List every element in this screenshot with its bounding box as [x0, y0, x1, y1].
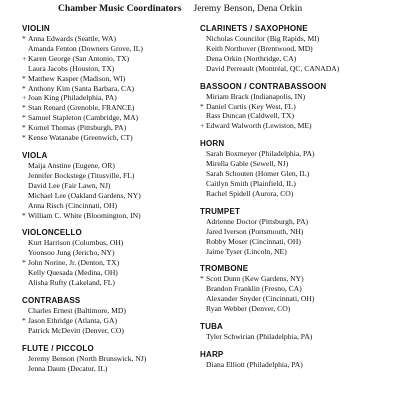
roster-entry [200, 360, 390, 370]
entry-mark: * [22, 103, 26, 113]
entry-name: William C. White (Bloomington, IN) [28, 210, 141, 220]
entry-name: Anna Risch (Cincinnati, OH) [28, 200, 118, 210]
roster-entry [22, 326, 197, 336]
entry-name: Scott Dunn (Kew Gardens, NY) [206, 274, 304, 284]
entry-mark: * [22, 210, 26, 220]
section-title: FLUTE / PICCOLO [22, 343, 94, 353]
roster-entry [200, 179, 390, 189]
roster-entry [200, 332, 390, 342]
section-title: VIOLA [22, 150, 48, 160]
entry-mark: * [22, 113, 26, 123]
roster-entry [200, 92, 390, 102]
entry-mark: * [200, 101, 204, 111]
entry-name: Brandon Franklin (Fresno, CA) [206, 284, 302, 294]
roster-entry [22, 248, 197, 258]
entry-name: Michael Lee (Oakland Gardens, NY) [28, 190, 141, 200]
roster-entry [22, 34, 197, 44]
roster-entry [200, 159, 390, 169]
roster-entry [200, 111, 390, 121]
entry-name: Patrick McDevitt (Denver, CO) [28, 325, 124, 335]
roster-entry [200, 274, 390, 284]
entry-name: David Perreault (Montréal, QC, CANADA) [206, 63, 340, 73]
section-clarinets-saxophone [200, 24, 390, 74]
entry-name: Laura Jacobs (Houston, TX) [28, 63, 115, 73]
section-title: CONTRABASS [22, 295, 81, 305]
roster-entry [200, 304, 390, 314]
entry-name: Jaime Tyser (Lincoln, NE) [206, 246, 287, 256]
entry-name: Jeremy Benson (North Brunswick, NJ) [28, 353, 147, 363]
roster-entry [22, 354, 197, 364]
roster-entry [200, 64, 390, 74]
entry-mark: * [22, 83, 26, 93]
entry-name: Amanda Fenton (Downers Grove, IL) [28, 43, 143, 53]
section-title: TUBA [200, 322, 224, 332]
entry-name: Jared Iverson (Portsmouth, NH) [206, 226, 304, 236]
entry-name: Kenso Watanabe (Greenwich, CT) [28, 133, 133, 143]
roster-entry [22, 364, 197, 374]
entry-name: Adrienne Doctor (Pittsburgh, PA) [206, 216, 309, 226]
roster-entry [200, 121, 390, 131]
entry-mark: * [200, 274, 204, 284]
roster-entry [22, 93, 197, 103]
entry-name: Diana Elliott (Philadelphia, PA) [206, 359, 303, 369]
entry-name: Mirella Gable (Sewell, NJ) [206, 159, 289, 169]
entry-mark: * [22, 315, 26, 325]
entry-name: Edward Walworth (Lewiston, ME) [206, 121, 312, 131]
entry-name: Samuel Stapleton (Cambridge, MA) [28, 113, 139, 123]
entry-name: David Lee (Fair Lawn, NJ) [28, 180, 111, 190]
section-title: VIOLIN [22, 24, 50, 33]
section-bassoon-contrabassoon [200, 82, 390, 132]
roster-entry [200, 227, 390, 237]
entry-name: Kurt Harrison (Columbus, OH) [28, 238, 124, 248]
roster-entry [200, 54, 390, 64]
entry-name: Ryan Webber (Denver, CO) [206, 304, 291, 314]
roster-entry [22, 278, 197, 288]
entry-name: Robby Moser (Cincinnati, OH) [206, 236, 301, 246]
page-header [58, 0, 390, 18]
roster-entry [200, 44, 390, 54]
roster-entry [200, 284, 390, 294]
header-title: Chamber Music Coordinators [58, 3, 182, 15]
entry-mark: * [22, 34, 26, 43]
roster-entry [200, 189, 390, 199]
roster-entry [22, 103, 197, 113]
entry-name: Nicholas Councilor (Big Rapids, MI) [206, 34, 320, 43]
entry-name: Jason Ethridge (Atlanta, GA) [28, 315, 117, 325]
entry-name: Charles Ernest (Baltimore, MD) [28, 305, 126, 315]
section-trumpet [200, 207, 390, 257]
entry-name: Stan Renard (Grenoble, FRANCE) [28, 103, 135, 113]
entry-name: Jennifer Bockstege (Titusville, FL) [28, 170, 135, 180]
roster-entry [22, 74, 197, 84]
entry-name: Dena Orkin (Northridge, CA) [206, 53, 297, 63]
section-title: TRUMPET [200, 206, 241, 216]
entry-name: Anthony Kim (Santa Barbara, CA) [28, 83, 135, 93]
roster-entry [200, 34, 390, 44]
roster-entry [22, 171, 197, 181]
entry-name: Yoonsoo Jung (Jericho, NY) [28, 248, 115, 258]
section-title: HORN [200, 139, 225, 149]
section-harp [200, 350, 390, 370]
roster-entry [22, 54, 197, 64]
entry-mark: + [22, 53, 27, 63]
entry-name: Maija Anstine (Eugene, OR) [28, 160, 115, 170]
entry-name: Karen George (San Antonio, TX) [28, 53, 130, 63]
section-violin [22, 24, 197, 143]
section-title: CLARINETS / SAXOPHONE [200, 24, 308, 33]
roster-entry [200, 102, 390, 112]
entry-name: Matthew Kasper (Madison, WI) [28, 73, 126, 83]
roster-entry [200, 247, 390, 257]
roster-entry [22, 181, 197, 191]
section-viola [22, 151, 197, 220]
entry-name: Kelly Quesada (Medina, OH) [28, 268, 118, 278]
entry-name: Rachel Spidell (Aurora, CO) [206, 188, 294, 198]
roster-entry [22, 64, 197, 74]
roster-entry [22, 211, 197, 221]
entry-name: Miriam Brack (Indianapolis, IN) [206, 91, 306, 101]
entry-name: Jenna Daum (Decatur, IL) [28, 363, 108, 373]
roster-entry [22, 123, 197, 133]
roster-entry [22, 133, 197, 143]
entry-mark: + [200, 121, 205, 131]
roster-entry [200, 169, 390, 179]
entry-mark: * [22, 73, 26, 83]
entry-name: Keith Northover (Brentwood, MD) [206, 43, 313, 53]
roster-entry [22, 84, 197, 94]
section-trombone [200, 264, 390, 314]
section-title: HARP [200, 349, 224, 359]
section-horn [200, 139, 390, 199]
entry-name: John Norine, Jr. (Denton, TX) [28, 258, 120, 268]
right-column [200, 24, 390, 378]
header-coordinators: Jeremy Benson, Dena Orkin [193, 3, 303, 15]
roster-entry [200, 237, 390, 247]
entry-name: Kornel Thomas (Pittsburgh, PA) [28, 123, 127, 133]
roster-entry [22, 161, 197, 171]
entry-mark: * [22, 123, 26, 133]
section-tuba [200, 322, 390, 342]
left-column [22, 24, 197, 381]
roster-entry [22, 268, 197, 278]
entry-name: Rass Duncan (Caldwell, TX) [206, 111, 295, 121]
entry-mark: * [22, 258, 26, 268]
entry-name: Caitlyn Smith (Plainfield, IL) [206, 178, 296, 188]
roster-entry [22, 201, 197, 211]
section-violoncello [22, 228, 197, 288]
roster-entry [200, 294, 390, 304]
section-flute-piccolo [22, 344, 197, 374]
section-title: TROMBONE [200, 264, 249, 274]
section-title: VIOLONCELLO [22, 228, 82, 238]
entry-mark: * [22, 133, 26, 143]
entry-name: Alisha Rufty (Lakeland, FL) [28, 278, 115, 288]
roster-entry [22, 238, 197, 248]
roster-entry [22, 44, 197, 54]
entry-name: Sarah Schouten (Homer Glen, IL) [206, 169, 310, 179]
entry-name: Alexander Snyder (Cincinnati, OH) [206, 294, 315, 304]
section-title: BASSOON / CONTRABASSOON [200, 81, 327, 91]
roster-entry [22, 258, 197, 268]
entry-name: Anna Edwards (Seattle, WA) [28, 34, 117, 43]
section-contrabass [22, 296, 197, 336]
entry-name: Tyler Schwirian (Philadelphia, PA) [206, 332, 313, 342]
roster-entry [22, 191, 197, 201]
entry-name: Sarah Boxmeyer (Philadelphia, PA) [206, 149, 315, 159]
entry-name: Joan King (Philadelphia, PA) [28, 93, 117, 103]
roster-entry [22, 306, 197, 316]
roster-entry [22, 316, 197, 326]
roster-entry [22, 113, 197, 123]
roster-entry [200, 149, 390, 159]
entry-mark: + [22, 93, 27, 103]
entry-name: Daniel Curtis (Key West, FL) [206, 101, 296, 111]
roster-entry [200, 217, 390, 227]
